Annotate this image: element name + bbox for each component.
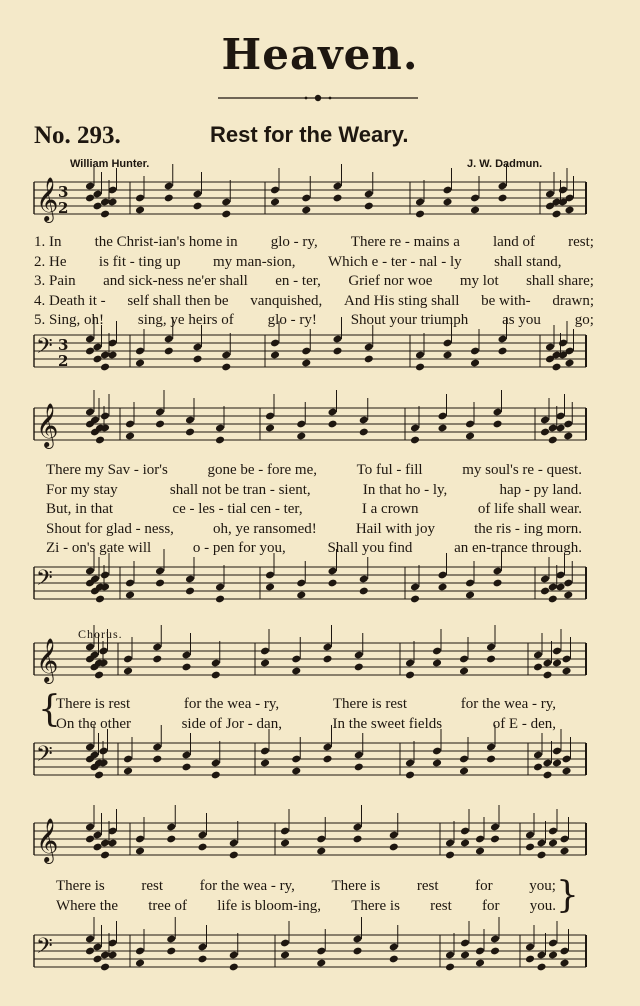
lyric-segment: and sick-ness ne'er shall: [103, 273, 248, 289]
notehead: [332, 194, 342, 203]
lyric-line: [34, 293, 594, 310]
notehead: [135, 959, 145, 968]
time-signature: 3: [58, 183, 69, 201]
lyric-segment: as you: [502, 312, 541, 328]
lyric-segment: tree of: [148, 898, 187, 914]
notehead: [548, 595, 558, 604]
notehead: [459, 767, 469, 776]
notehead: [497, 194, 507, 203]
notehead: [229, 851, 239, 860]
notehead: [211, 771, 221, 780]
lyric-segment: There my Sav - ior's: [46, 462, 168, 478]
lyric-segment: rest: [430, 898, 452, 914]
lyric-segment: drawn;: [552, 292, 594, 309]
treble-clef: 𝄞: [36, 638, 59, 682]
notehead: [552, 659, 562, 668]
notehead: [492, 420, 502, 429]
time-signature: 2: [58, 352, 69, 370]
notehead: [475, 847, 485, 856]
notehead: [536, 963, 546, 972]
notehead: [564, 206, 574, 215]
lyric-segment: There re - mains a: [350, 234, 460, 250]
lyric-segment: is fit - ting up: [98, 253, 181, 270]
lyric-segment: life is bloom-ing,: [217, 898, 321, 914]
hymn-title: Rest for the Weary.: [210, 122, 409, 147]
notehead: [352, 835, 362, 844]
notehead: [542, 671, 552, 680]
notehead: [470, 359, 480, 368]
lyric-segment: my man-sion,: [213, 253, 296, 270]
lyric-segment: Hail with joy: [355, 520, 435, 537]
lyric-segment: On the other: [56, 715, 131, 732]
notehead: [296, 591, 306, 600]
notehead: [465, 591, 475, 600]
lyric-line: [34, 234, 594, 251]
lyric-segment: land of: [492, 234, 536, 250]
notehead: [432, 659, 442, 668]
bass-clef: 𝄢: [36, 934, 53, 964]
bass-clef: 𝄢: [36, 742, 53, 772]
bass-clef: 𝄢: [36, 334, 53, 364]
lyric-line: [56, 878, 556, 895]
notehead: [94, 671, 104, 680]
treble-clef: 𝄞: [36, 177, 59, 221]
notehead: [316, 847, 326, 856]
notehead: [192, 202, 202, 211]
notehead: [405, 671, 415, 680]
notehead: [542, 771, 552, 780]
lyric-segment: my soul's re - quest.: [462, 462, 582, 478]
notehead: [460, 951, 470, 960]
notehead: [270, 351, 280, 360]
notehead: [181, 763, 191, 772]
notehead: [465, 432, 475, 441]
notehead: [563, 591, 573, 600]
lyric-segment: Grief nor woe: [348, 273, 433, 289]
lyric-line: [56, 898, 556, 915]
notehead: [327, 579, 337, 588]
notehead: [415, 210, 425, 219]
lyric-line: [46, 521, 582, 538]
notehead: [533, 763, 543, 772]
lyric-segment: shall stand,: [494, 253, 562, 270]
author: William Hunter.: [70, 158, 150, 170]
lyric-segment: There is: [56, 878, 105, 894]
notehead: [442, 198, 452, 207]
notehead: [559, 847, 569, 856]
notehead: [135, 206, 145, 215]
notehead: [260, 759, 270, 768]
notehead: [296, 432, 306, 441]
lyric-brace: }: [556, 875, 579, 916]
notehead: [540, 587, 550, 596]
lyric-segment: an en-trance through.: [454, 540, 582, 556]
lyric-line: [46, 501, 582, 518]
notehead: [548, 951, 558, 960]
lyric-line: [46, 462, 582, 479]
lyric-segment: oh, ye ransomed!: [213, 520, 317, 537]
composer: J. W. Dadmun.: [467, 158, 543, 170]
notehead: [536, 851, 546, 860]
notehead: [475, 959, 485, 968]
lyric-segment: be with-: [481, 292, 531, 309]
notehead: [192, 355, 202, 364]
lyric-segment: the Christ-ian's home in: [94, 234, 238, 250]
lyric-line: [56, 716, 556, 733]
notehead: [301, 359, 311, 368]
notehead: [552, 759, 562, 768]
notehead: [291, 767, 301, 776]
notehead: [563, 432, 573, 441]
notehead: [270, 198, 280, 207]
notehead: [445, 851, 455, 860]
notehead: [486, 755, 496, 764]
notehead: [490, 947, 500, 956]
lyric-segment: Zi - on's gate will: [46, 540, 152, 556]
lyric-segment: gone be - fore me,: [207, 462, 317, 478]
notehead: [551, 210, 561, 219]
lyric-segment: you.: [529, 898, 556, 914]
notehead: [215, 436, 225, 445]
lyric-segment: side of Jor - dan,: [181, 715, 282, 732]
lyric-line: [34, 273, 594, 290]
lyric-brace: {: [38, 689, 61, 730]
lyric-line: [46, 482, 582, 499]
lyric-segment: for: [475, 878, 493, 894]
hymn-number: No. 293.: [34, 122, 121, 149]
lyric-segment: rest: [416, 878, 439, 894]
notehead: [490, 835, 500, 844]
notehead: [316, 959, 326, 968]
lyric-segment: 3. Pain: [34, 273, 76, 289]
notehead: [221, 210, 231, 219]
lyric-segment: I a crown: [361, 501, 419, 517]
lyric-segment: To ful - fill: [356, 462, 423, 478]
lyric-segment: In the sweet fields: [332, 715, 443, 732]
lyric-segment: 5. Sing, oh!: [34, 312, 105, 328]
notehead: [185, 587, 195, 596]
notehead: [327, 420, 337, 429]
notehead: [166, 835, 176, 844]
notehead: [410, 436, 420, 445]
section-title: Heaven.: [221, 30, 419, 79]
chorus-label: Chorus.: [78, 627, 123, 641]
notehead: [497, 347, 507, 356]
notehead: [548, 436, 558, 445]
notehead: [540, 428, 550, 437]
notehead: [525, 955, 535, 964]
lyric-segment: hap - py land.: [499, 481, 582, 498]
notehead: [152, 755, 162, 764]
notehead: [152, 655, 162, 664]
notehead: [322, 755, 332, 764]
lyric-line: [46, 540, 582, 557]
notehead: [432, 759, 442, 768]
lyric-segment: for the wea - ry,: [460, 696, 556, 712]
notehead: [389, 955, 399, 964]
notehead: [125, 432, 135, 441]
lyric-segment: Shout your triumph: [350, 312, 469, 328]
notehead: [354, 663, 364, 672]
notehead: [445, 963, 455, 972]
notehead: [164, 194, 174, 203]
bass-clef: 𝄢: [36, 566, 53, 596]
lyric-segment: shall not be tran - sient,: [169, 481, 311, 498]
notehead: [94, 771, 104, 780]
notehead: [95, 436, 105, 445]
lyric-segment: But, in that: [46, 501, 114, 517]
lyric-segment: In that ho - ly,: [362, 481, 448, 498]
lyric-segment: For my stay: [46, 481, 118, 498]
lyric-segment: vanquished,: [250, 292, 323, 309]
lyric-segment: glo - ry,: [270, 234, 318, 250]
notehead: [561, 767, 571, 776]
lyric-line: [34, 254, 594, 271]
notehead: [164, 347, 174, 356]
notehead: [442, 351, 452, 360]
lyric-segment: ce - les - tial cen - ter,: [172, 501, 303, 517]
notehead: [559, 959, 569, 968]
notehead: [322, 655, 332, 664]
notehead: [389, 843, 399, 852]
notehead: [352, 947, 362, 956]
lyric-segment: There is: [351, 898, 400, 914]
notehead: [332, 347, 342, 356]
notehead: [415, 363, 425, 372]
notehead: [470, 206, 480, 215]
notehead: [459, 667, 469, 676]
notehead: [525, 843, 535, 852]
notehead: [301, 206, 311, 215]
notehead: [260, 659, 270, 668]
lyric-segment: of life shall wear.: [477, 501, 582, 517]
notehead: [486, 655, 496, 664]
lyric-segment: rest;: [568, 234, 594, 250]
lyric-segment: 1. In: [34, 234, 62, 250]
notehead: [265, 583, 275, 592]
lyric-segment: There is rest: [332, 696, 408, 712]
notehead: [354, 763, 364, 772]
notehead: [561, 667, 571, 676]
notehead: [100, 363, 110, 372]
time-signature: 2: [58, 199, 69, 217]
notehead: [437, 583, 447, 592]
notehead: [460, 839, 470, 848]
lyric-segment: Which e - ter - nal - ly: [327, 253, 462, 270]
lyric-segment: There is: [331, 878, 381, 894]
notehead: [123, 667, 133, 676]
notehead: [533, 663, 543, 672]
treble-clef: 𝄞: [36, 818, 59, 862]
lyric-segment: for: [482, 898, 500, 914]
lyric-segment: for the wea - ry,: [183, 696, 280, 712]
notehead: [405, 771, 415, 780]
lyric-segment: you;: [529, 878, 556, 894]
notehead: [135, 847, 145, 856]
notehead: [359, 428, 369, 437]
lyric-segment: glo - ry!: [267, 312, 317, 328]
treble-clef: 𝄞: [36, 403, 59, 447]
notehead: [181, 663, 191, 672]
lyric-segment: self shall then be: [127, 292, 229, 309]
lyric-segment: Where the: [56, 898, 119, 914]
notehead: [551, 363, 561, 372]
lyric-segment: 2. He: [34, 253, 67, 270]
notehead: [155, 579, 165, 588]
notehead: [359, 587, 369, 596]
notehead: [197, 843, 207, 852]
notehead: [492, 579, 502, 588]
notehead: [135, 359, 145, 368]
notehead: [265, 424, 275, 433]
notehead: [221, 363, 231, 372]
lyric-segment: shall share;: [526, 273, 594, 289]
lyric-segment: rest: [141, 878, 164, 894]
notehead: [564, 359, 574, 368]
notehead: [229, 963, 239, 972]
notehead: [100, 210, 110, 219]
notehead: [100, 963, 110, 972]
lyric-segment: the ris - ing morn.: [474, 520, 582, 537]
lyric-segment: my lot: [459, 273, 499, 289]
notehead: [280, 839, 290, 848]
lyric-segment: o - pen for you,: [192, 540, 286, 556]
lyric-segment: There is rest: [56, 696, 131, 712]
notehead: [125, 591, 135, 600]
notehead: [95, 595, 105, 604]
lyric-segment: Shout for glad - ness,: [46, 520, 174, 537]
notehead: [166, 947, 176, 956]
lyric-segment: 4. Death it -: [34, 292, 106, 309]
notehead: [215, 595, 225, 604]
lyric-segment: for the wea - ry,: [199, 878, 295, 894]
lyric-segment: And His sting shall: [343, 292, 460, 309]
notehead: [197, 955, 207, 964]
notehead: [155, 420, 165, 429]
notehead: [280, 951, 290, 960]
lyric-segment: go;: [574, 312, 594, 328]
notehead: [185, 428, 195, 437]
notehead: [437, 424, 447, 433]
notehead: [100, 851, 110, 860]
lyric-segment: sing, ye heirs of: [137, 312, 234, 328]
notehead: [364, 355, 374, 364]
notehead: [123, 767, 133, 776]
lyric-segment: Shall you find: [327, 540, 413, 556]
lyric-segment: of E - den,: [492, 715, 556, 732]
notehead: [548, 839, 558, 848]
time-signature: 3: [58, 336, 69, 354]
lyric-line: [34, 312, 594, 329]
notehead: [291, 667, 301, 676]
lyric-segment: en - ter,: [275, 273, 321, 289]
notehead: [211, 671, 221, 680]
lyric-line: [56, 696, 556, 713]
notehead: [410, 595, 420, 604]
notehead: [364, 202, 374, 211]
